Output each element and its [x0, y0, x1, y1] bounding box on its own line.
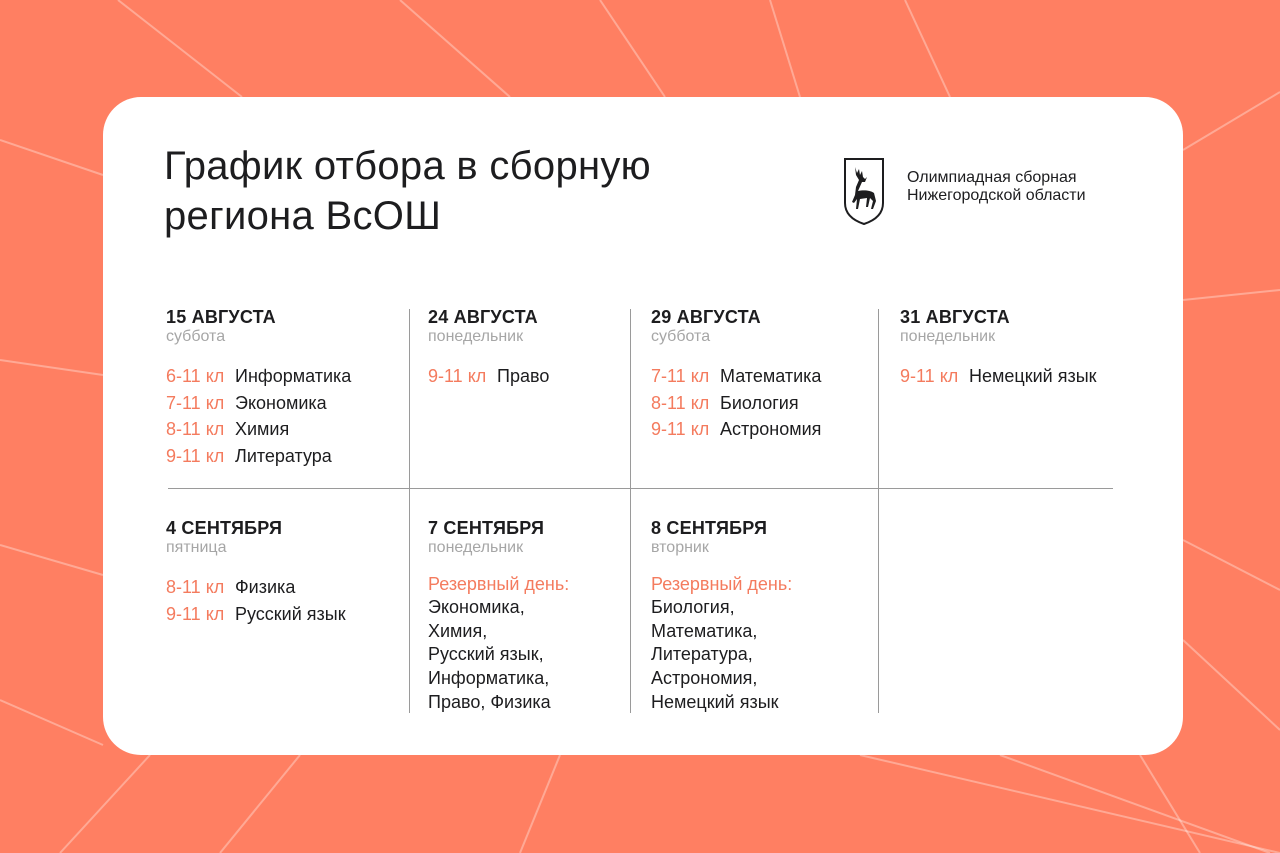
reserve-subject: Литература, [651, 644, 753, 665]
subject: Математика [720, 366, 822, 386]
exam-list [428, 363, 549, 390]
schedule-card [103, 97, 1183, 755]
reserve-day-label: Резервный день: [651, 574, 793, 594]
reserve-subject: Информатика, [428, 668, 550, 689]
org-name-line-2: Нижегородской области [907, 187, 1086, 204]
organization-logo [843, 157, 1133, 227]
reserve-subject: Экономика, [428, 597, 525, 617]
deer-coat-of-arms-icon [843, 157, 885, 225]
grade-range: 9-11 кл [166, 603, 225, 624]
day-weekday: суббота [166, 328, 226, 345]
exam-list [651, 363, 821, 443]
day-date: 7 СЕНТЯБРЯ [428, 518, 545, 538]
subject: Право [497, 366, 550, 386]
exam-entry [651, 416, 821, 443]
day-weekday: вторник [651, 539, 709, 556]
reserve-subject: Химия, [428, 620, 488, 641]
grade-range: 9-11 кл [428, 366, 487, 386]
schedule-day [428, 518, 569, 715]
subject: Информатика [235, 366, 352, 386]
reserve-subject: Астрономия, [651, 668, 758, 689]
reserve-subject: Русский язык, [428, 644, 544, 665]
reserve-subject: Немецкий язык [651, 691, 779, 712]
exam-list [166, 363, 351, 469]
day-date: 15 АВГУСТА [166, 307, 276, 327]
exam-entry [166, 416, 351, 443]
subject: Русский язык [235, 603, 346, 624]
column-divider [878, 309, 879, 713]
exam-entry [166, 363, 351, 390]
subject: Литература [235, 445, 332, 466]
day-weekday: понедельник [428, 539, 524, 556]
exam-entry [428, 363, 549, 390]
subject: Немецкий язык [969, 366, 1097, 386]
grade-range: 8-11 кл [651, 392, 710, 413]
subject: Экономика [235, 392, 327, 413]
title-line-2: региона ВсОШ [164, 194, 442, 238]
grade-range: 7-11 кл [651, 366, 710, 386]
reserve-subject: Право, Физика [428, 691, 551, 712]
subject: Химия [235, 419, 290, 439]
subject: Астрономия [720, 419, 822, 439]
exam-entry [166, 601, 346, 628]
day-date: 4 СЕНТЯБРЯ [166, 518, 283, 538]
exam-entry [900, 363, 1097, 390]
reserve-subject: Биология, [651, 597, 735, 617]
exam-entry [651, 390, 821, 417]
schedule-day [428, 307, 549, 390]
schedule-day [166, 307, 351, 469]
schedule-day [651, 307, 821, 443]
grade-range: 8-11 кл [166, 419, 225, 439]
day-date: 31 АВГУСТА [900, 307, 1010, 327]
grade-range: 9-11 кл [166, 445, 225, 466]
column-divider [409, 309, 410, 713]
exam-entry [651, 363, 821, 390]
organization-name [907, 169, 1086, 205]
page-title [164, 141, 651, 241]
exam-list [900, 363, 1097, 390]
day-weekday: понедельник [900, 328, 996, 345]
day-date: 29 АВГУСТА [651, 307, 761, 327]
reserve-subject: Математика, [651, 620, 758, 641]
grade-range: 6-11 кл [166, 366, 225, 386]
exam-entry [166, 574, 346, 601]
subject: Физика [235, 577, 296, 597]
exam-entry [166, 443, 351, 470]
grade-range: 8-11 кл [166, 577, 225, 597]
column-divider [630, 309, 631, 713]
org-name-line-1: Олимпиадная сборная [907, 169, 1077, 186]
grade-range: 9-11 кл [900, 366, 959, 386]
exam-list [166, 574, 346, 627]
schedule-day [166, 518, 346, 627]
day-weekday: суббота [651, 328, 711, 345]
subject: Биология [720, 392, 799, 413]
day-weekday: понедельник [428, 328, 524, 345]
reserve-day-label: Резервный день: [428, 574, 570, 594]
grade-range: 9-11 кл [651, 419, 710, 439]
schedule-day [900, 307, 1097, 390]
day-weekday: пятница [166, 539, 227, 556]
exam-entry [166, 390, 351, 417]
day-date: 24 АВГУСТА [428, 307, 538, 327]
schedule-day [651, 518, 792, 715]
row-divider [168, 488, 1113, 489]
title-line-1: График отбора в сборную [164, 144, 651, 188]
day-date: 8 СЕНТЯБРЯ [651, 518, 768, 538]
grade-range: 7-11 кл [166, 392, 225, 413]
